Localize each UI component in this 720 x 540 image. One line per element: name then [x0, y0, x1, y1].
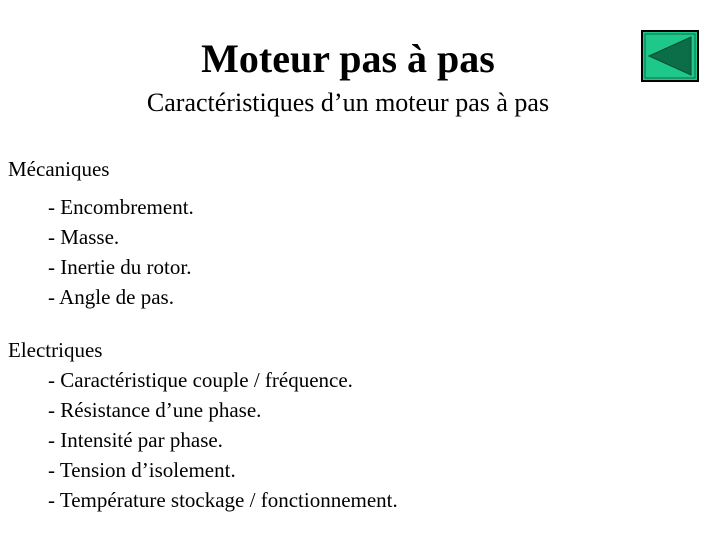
list-item: - Résistance d’une phase.: [48, 398, 262, 422]
section-heading-mecaniques: Mécaniques: [8, 157, 110, 181]
list-mecaniques: [8, 192, 194, 312]
list-item: - Température stockage / fonctionnement.: [48, 488, 398, 512]
list-item: - Intensité par phase.: [48, 428, 223, 452]
slide-title: Moteur pas à pas: [201, 36, 495, 81]
list-item: - Inertie du rotor.: [48, 255, 192, 279]
slide-subtitle: Caractéristiques d’un moteur pas à pas: [146, 88, 550, 117]
list-item: - Tension d’isolement.: [48, 458, 236, 482]
back-arrow-icon: [641, 30, 699, 82]
section-mecaniques: [8, 154, 194, 312]
list-electriques: [8, 365, 398, 515]
section-heading-electriques: Electriques: [8, 338, 103, 362]
back-button[interactable]: [641, 30, 699, 82]
list-item: - Caractéristique couple / fréquence.: [48, 368, 353, 392]
section-electriques: [8, 335, 398, 515]
list-item: - Angle de pas.: [48, 285, 174, 309]
list-item: - Encombrement.: [48, 195, 194, 219]
list-item: - Masse.: [48, 225, 120, 249]
